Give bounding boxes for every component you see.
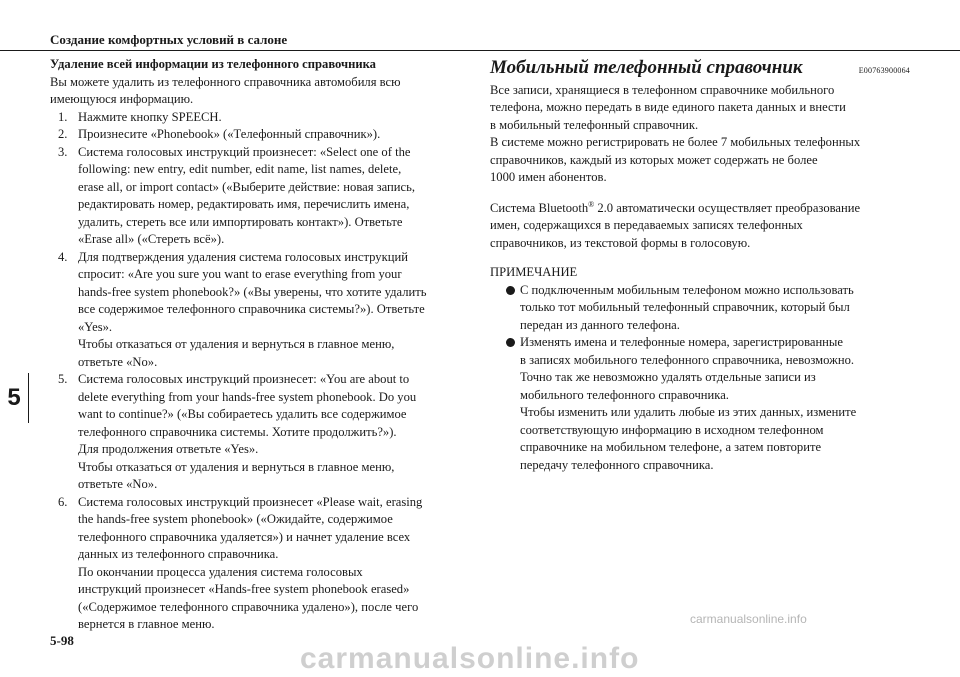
step-line: Система голосовых инструкций произнесет «Please wait, erasing [78,494,423,509]
section-heading [490,59,910,80]
watermark-big: carmanualsonline.info [300,642,640,675]
registered-mark: ® [588,199,595,209]
paragraph-line: в мобильный телефонный справочник. [490,117,699,132]
step-number: 4. [58,249,68,264]
bullet-line: Точно так же невозможно удалять отдельные записи из [520,370,816,385]
left-column [50,56,470,634]
paragraph-line: телефона, можно передать в виде единого пакета данных и внести [490,100,846,114]
step-line: Чтобы отказаться от удаления и вернуться в главное меню, [78,459,395,474]
paragraph-line: справочников, каждый из которых может содержать не более [490,152,818,167]
note-label: ПРИМЕЧАНИЕ [490,265,578,280]
step-line: Для подтверждения удаления система голосовых инструкций [78,249,408,264]
note-bullet-item [490,334,910,474]
intro-paragraph [490,82,910,187]
intro-text [50,74,470,109]
paragraph-line: В системе можно регистрировать не более 7 мобильных телефонных [490,135,861,149]
paragraph-line: Все записи, хранящиеся в телефонном справочнике мобильного [490,82,835,97]
step-line: телефонного справочника системы. Хотите продолжить?»). [78,424,397,439]
step-line: Система голосовых инструкций произнесет: «Select one of the [78,144,411,159]
chapter-tab: 5 [0,373,29,423]
page-header-title: Создание комфортных условий в салоне [50,32,288,47]
step-item [50,371,470,494]
step-item [50,249,470,372]
step-line: ответьте «No». [78,354,158,369]
step-line: По окончании процесса удаления система голосовых [78,564,363,579]
step-line: редактировать номер, редактировать имя, перечислить имена, [78,197,410,211]
step-line: «Erase all» («Стереть всё»). [78,232,225,246]
step-line: ответьте «No». [78,477,158,491]
right-column [490,56,910,474]
header-divider [0,50,960,51]
steps-list [50,109,470,634]
step-line: инструкций произнесет «Hands-free system phonebook erased» [78,582,410,596]
bullet-line: передачу телефонного справочника. [520,457,714,472]
note-bullet-item [490,282,910,335]
intro-line: имеющуюся информацию. [50,92,194,106]
step-line: телефонного справочника удаляется») и начнет удаление всех [78,529,411,544]
step-item [50,109,470,127]
step-line: «Yes». [78,319,113,334]
step-number: 3. [58,144,68,159]
step-item [50,144,470,249]
note-bullets [490,282,910,475]
step-line: delete everything from your hands-free system phonebook. Do you [78,389,417,404]
step-line: Произнесите «Phonebook» («Телефонный справочник»). [78,127,381,141]
step-line: все содержимое телефонного справочника системы?»). Ответьте [78,302,425,316]
step-line: following: new entry, edit number, edit name, list names, delete, [78,162,402,176]
bullet-line: в записях мобильного телефонного справочника, невозможно. [520,352,855,367]
bullet-line: мобильного телефонного справочника. [520,387,729,402]
step-line: the hands-free system phonebook» («Ожидайте, содержимое [78,512,393,526]
subsection-title: Удаление всей информации из телефонного справочника [50,57,376,71]
step-line: Чтобы отказаться от удаления и вернуться в главное меню, [78,337,395,351]
bullet-line: передан из данного телефона. [520,317,680,332]
step-line: вернется в главное меню. [78,617,215,631]
watermark-small: carmanualsonline.info [690,612,807,626]
bullet-line: только тот мобильный телефонный справочник, который был [520,300,850,315]
bluetooth-paragraph [490,196,910,253]
step-line: erase all, or import contact» («Выберите действие: новая запись, [78,179,415,194]
step-line: want to continue?» («Вы собираетесь удалить все содержимое [78,407,407,421]
intro-line: Вы можете удалить из телефонного справочника автомобиля всю [50,74,401,89]
bluetooth-line: имен, содержащихся в передаваемых записях телефонных [490,218,803,233]
step-item [50,494,470,634]
bluetooth-line [490,196,910,218]
bullet-line: С подключенным мобильным телефоном можно использовать [520,282,854,297]
paragraph-line: 1000 имен абонентов. [490,170,607,184]
bluetooth-prefix: Система Bluetooth [490,200,589,215]
bullet-line: справочнике на мобильном телефоне, а затем повторите [520,440,822,455]
step-line: hands-free system phonebook?» («Вы уверены, что хотите удалить [78,284,427,299]
step-number: 6. [58,494,68,509]
section-title: Мобильный телефонный справочник [490,57,803,78]
step-line: данных из телефонного справочника. [78,547,279,561]
page-number: 5-98 [50,633,74,648]
bullet-line: Изменять имена и телефонные номера, зарегистрированные [520,335,843,350]
step-line: («Содержимое телефонного справочника удалено»), после чего [78,599,419,614]
step-number: 2. [58,127,68,141]
section-code: E00763900064 [858,66,910,75]
step-line: Система голосовых инструкций произнесет: «You are about to [78,372,410,386]
step-number: 5. [58,372,68,386]
step-line: Нажмите кнопку SPEECH. [78,109,222,124]
step-item [50,126,470,144]
bullet-line: Чтобы изменить или удалить любые из этих данных, измените [520,405,857,420]
bullet-line: соответствующую информацию в исходном телефонном [520,422,824,437]
step-number: 1. [58,109,68,124]
bluetooth-rest: 2.0 автоматически осуществляет преобразование [594,200,861,215]
step-line: Для продолжения ответьте «Yes». [78,442,259,456]
bluetooth-line: справочников, из текстовой формы в голосовую. [490,235,751,250]
step-line: удалить, стереть все или импортировать контакт»). Ответьте [78,214,403,229]
step-line: спросит: «Are you sure you want to erase everything from your [78,267,402,281]
